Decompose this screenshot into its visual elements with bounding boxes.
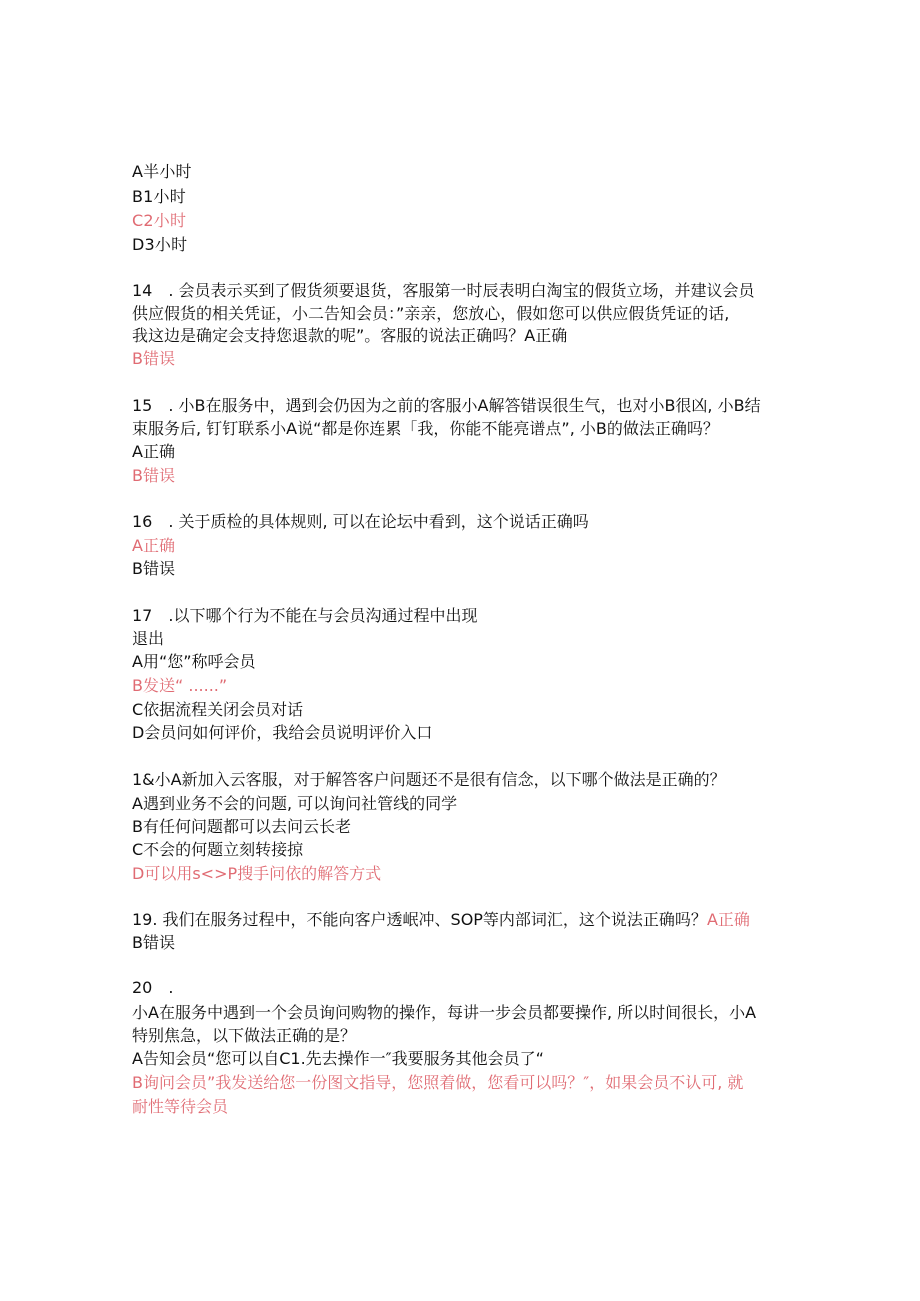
q19-stem	[132, 908, 750, 932]
q16-stem: 16 . 关于质检的具体规则, 可以在论坛中看到，这个说话正确吗	[132, 512, 589, 531]
q20-stem-line-2: 特别焦急，以下做法正确的是？	[132, 1026, 357, 1045]
q17-stem: 17 .以下哪个行为不能在与会员沟通过程中出现	[132, 606, 478, 625]
q16-option-b: B错误	[132, 559, 175, 578]
q17-option-c: C依据流程关闭会员对话	[132, 700, 304, 719]
q13-option-a: A半小时	[132, 162, 192, 181]
q18-option-a: A遇到业务不会的问题, 可以询问社管线的同学	[132, 794, 458, 813]
q13-option-c-correct: C2小时	[132, 211, 187, 230]
q17-option-b-correct: B发送“ ......”	[132, 676, 228, 695]
q13-option-d: D3小时	[132, 235, 188, 254]
q19-stem-text: 19. 我们在服务过程中，不能向客户透岷冲、SOP等内部词汇，这个说法正确吗？	[132, 910, 707, 929]
q20-number: 20 .	[132, 978, 174, 997]
q14-stem-line-2: 供应假货的相关凭证，小二告知会员：”亲亲，您放心，假如您可以供应假货凭证的话,	[132, 304, 730, 323]
q13-option-b: B1小时	[132, 187, 186, 206]
q14-option-b-correct: B错误	[132, 349, 175, 368]
q15-option-a: A正确	[132, 442, 175, 461]
q20-option-b-correct-line-2: 耐性等待会员	[132, 1097, 229, 1116]
q17-option-a: A用“您”称呼会员	[132, 652, 256, 671]
q15-option-b-correct: B错误	[132, 466, 175, 485]
q14-stem-line-1: 14 . 会员表示买到了假货须要退货，客服第一时辰表明白淘宝的假货立场，并建议会员	[132, 281, 755, 300]
q20-stem-line-1: 小A在服务中遇到一个会员询问购物的操作，每讲一步会员都要操作, 所以时间很长，小A	[132, 1003, 757, 1022]
q17-option-d: D会员问如何评价，我给会员说明评价入口	[132, 723, 433, 742]
q18-option-b: B有任何问题都可以去问云长老	[132, 817, 351, 836]
q17-stem-extra: 退出	[132, 629, 165, 648]
q19-option-b: B错误	[132, 933, 175, 952]
q16-option-a-correct: A正确	[132, 536, 175, 555]
q15-stem-line-1: 15 . 小B在服务中，遇到会仍因为之前的客服小A解答错误很生气，也对小B很凶, 小B结	[132, 396, 761, 415]
q18-stem: 1&小A新加入云客服，对于解答客户问题还不是很有信念，以下哪个做法是正确的？	[132, 770, 726, 789]
q19-option-a-correct: A正确	[706, 910, 750, 929]
q20-option-b-correct-line-1: B询问会员”我发送给您一份图文指导，您照着做，您看可以吗？″，如果会员不认可, 就	[132, 1073, 744, 1092]
q18-option-c: C不会的何题立刻转接掠	[132, 840, 304, 859]
q14-stem-line-3: 我这边是确定会支持您退款的呢”。客服的说法正确吗？A正确	[132, 326, 568, 345]
q18-option-d-correct: D可以用s<>P搜手问依的解答方式	[132, 864, 382, 883]
q20-option-a: A告知会员“您可以自C1.先去操作一″我要服务其他会员了“	[132, 1049, 544, 1068]
q15-stem-line-2: 束服务后, 钉钉联系小A说“都是你连累「我，你能不能亮谱点”, 小B的做法正确吗？	[132, 419, 719, 438]
